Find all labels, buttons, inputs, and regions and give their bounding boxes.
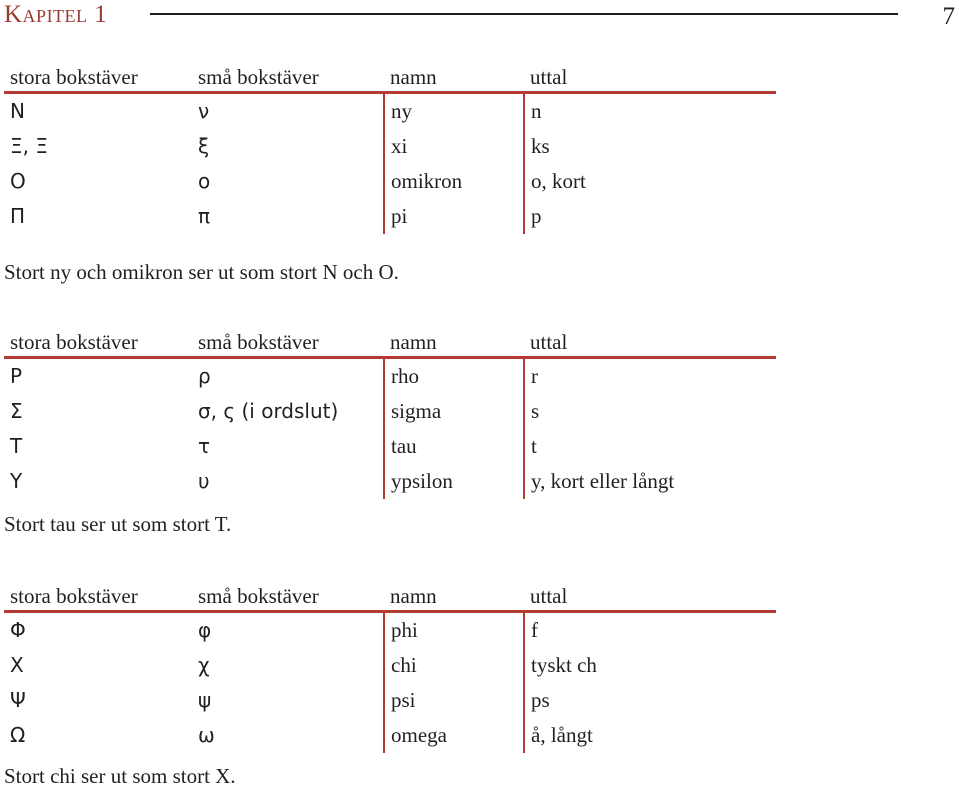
pronunciation: p <box>531 204 542 228</box>
table-note-2: Stort tau ser ut som stort T. <box>4 512 232 536</box>
column-header-name: namn <box>384 582 524 612</box>
pronunciation: ps <box>531 688 550 712</box>
pronunciation: s <box>531 399 540 423</box>
uppercase-letter: Ξ, Ξ <box>10 134 48 158</box>
table-row <box>4 199 776 234</box>
letter-name: xi <box>384 129 524 164</box>
pronunciation: y, kort eller långt <box>531 469 675 493</box>
table-header-row <box>4 63 776 93</box>
column-header-name: namn <box>384 63 524 93</box>
lowercase-letter: τ <box>192 429 384 464</box>
lowercase-letter: ψ <box>192 683 384 718</box>
letter-name: chi <box>384 648 524 683</box>
table-row <box>4 612 776 649</box>
table-row <box>4 718 776 753</box>
pronunciation: tyskt ch <box>531 653 597 677</box>
lowercase-letter: φ <box>192 612 384 649</box>
pronunciation: f <box>531 618 538 642</box>
letter-name: psi <box>384 683 524 718</box>
lowercase-letter: σ, ς (i ordslut) <box>192 394 384 429</box>
column-header-lower: små bokstäver <box>192 63 384 93</box>
column-header-lower: små bokstäver <box>192 582 384 612</box>
letter-name: tau <box>384 429 524 464</box>
table-header-row <box>4 328 776 358</box>
column-header-name: namn <box>384 328 524 358</box>
uppercase-letter: Φ <box>10 618 26 642</box>
letter-name: ypsilon <box>384 464 524 499</box>
lowercase-letter: ξ <box>192 129 384 164</box>
lowercase-letter: χ <box>192 648 384 683</box>
table-row <box>4 164 776 199</box>
table-row <box>4 129 776 164</box>
table-note-3: Stort chi ser ut som stort X. <box>4 764 236 788</box>
table-row <box>4 683 776 718</box>
pronunciation: o, kort <box>531 169 586 193</box>
pronunciation: n <box>531 99 542 123</box>
lowercase-letter: ν <box>192 93 384 130</box>
alphabet-table-1 <box>4 63 776 234</box>
table-row <box>4 358 776 395</box>
alphabet-table-3 <box>4 582 776 753</box>
table-row <box>4 648 776 683</box>
column-header-upper: stora bokstäver <box>4 328 192 358</box>
pronunciation: r <box>531 364 538 388</box>
lowercase-letter: π <box>192 199 384 234</box>
lowercase-letter: ρ <box>192 358 384 395</box>
lowercase-letter: ω <box>192 718 384 753</box>
running-head <box>0 0 959 36</box>
pronunciation: t <box>531 434 537 458</box>
alphabet-table-2 <box>4 328 776 499</box>
uppercase-letter: Ω <box>10 723 26 747</box>
table-row <box>4 429 776 464</box>
letter-name: rho <box>384 358 524 395</box>
uppercase-letter: Ο <box>10 169 26 193</box>
letter-name: ny <box>384 93 524 130</box>
table-header-row <box>4 582 776 612</box>
column-header-pronunciation: uttal <box>524 582 776 612</box>
letter-name: sigma <box>384 394 524 429</box>
table-row <box>4 93 776 130</box>
pronunciation: ks <box>531 134 550 158</box>
pronunciation: å, långt <box>531 723 593 747</box>
uppercase-letter: Τ <box>10 434 23 458</box>
column-header-upper: stora bokstäver <box>4 63 192 93</box>
header-rule <box>150 13 898 15</box>
uppercase-letter: Ν <box>10 99 25 123</box>
uppercase-letter: Ψ <box>10 688 26 712</box>
letter-name: omikron <box>384 164 524 199</box>
letter-name: omega <box>384 718 524 753</box>
lowercase-letter: υ <box>192 464 384 499</box>
column-header-lower: små bokstäver <box>192 328 384 358</box>
uppercase-letter: Π <box>10 204 26 228</box>
table-row <box>4 464 776 499</box>
column-header-pronunciation: uttal <box>524 328 776 358</box>
uppercase-letter: Σ <box>10 399 23 423</box>
uppercase-letter: Χ <box>10 653 24 677</box>
page-number: 7 <box>942 3 955 30</box>
column-header-upper: stora bokstäver <box>4 582 192 612</box>
uppercase-letter: Υ <box>10 469 23 493</box>
uppercase-letter: Ρ <box>10 364 23 388</box>
column-header-pronunciation: uttal <box>524 63 776 93</box>
letter-name: pi <box>384 199 524 234</box>
letter-name: phi <box>384 612 524 649</box>
lowercase-letter: ο <box>192 164 384 199</box>
table-note-1: Stort ny och omikron ser ut som stort N och O. <box>4 260 399 284</box>
chapter-title: Kapitel 1 <box>4 1 108 28</box>
table-row <box>4 394 776 429</box>
